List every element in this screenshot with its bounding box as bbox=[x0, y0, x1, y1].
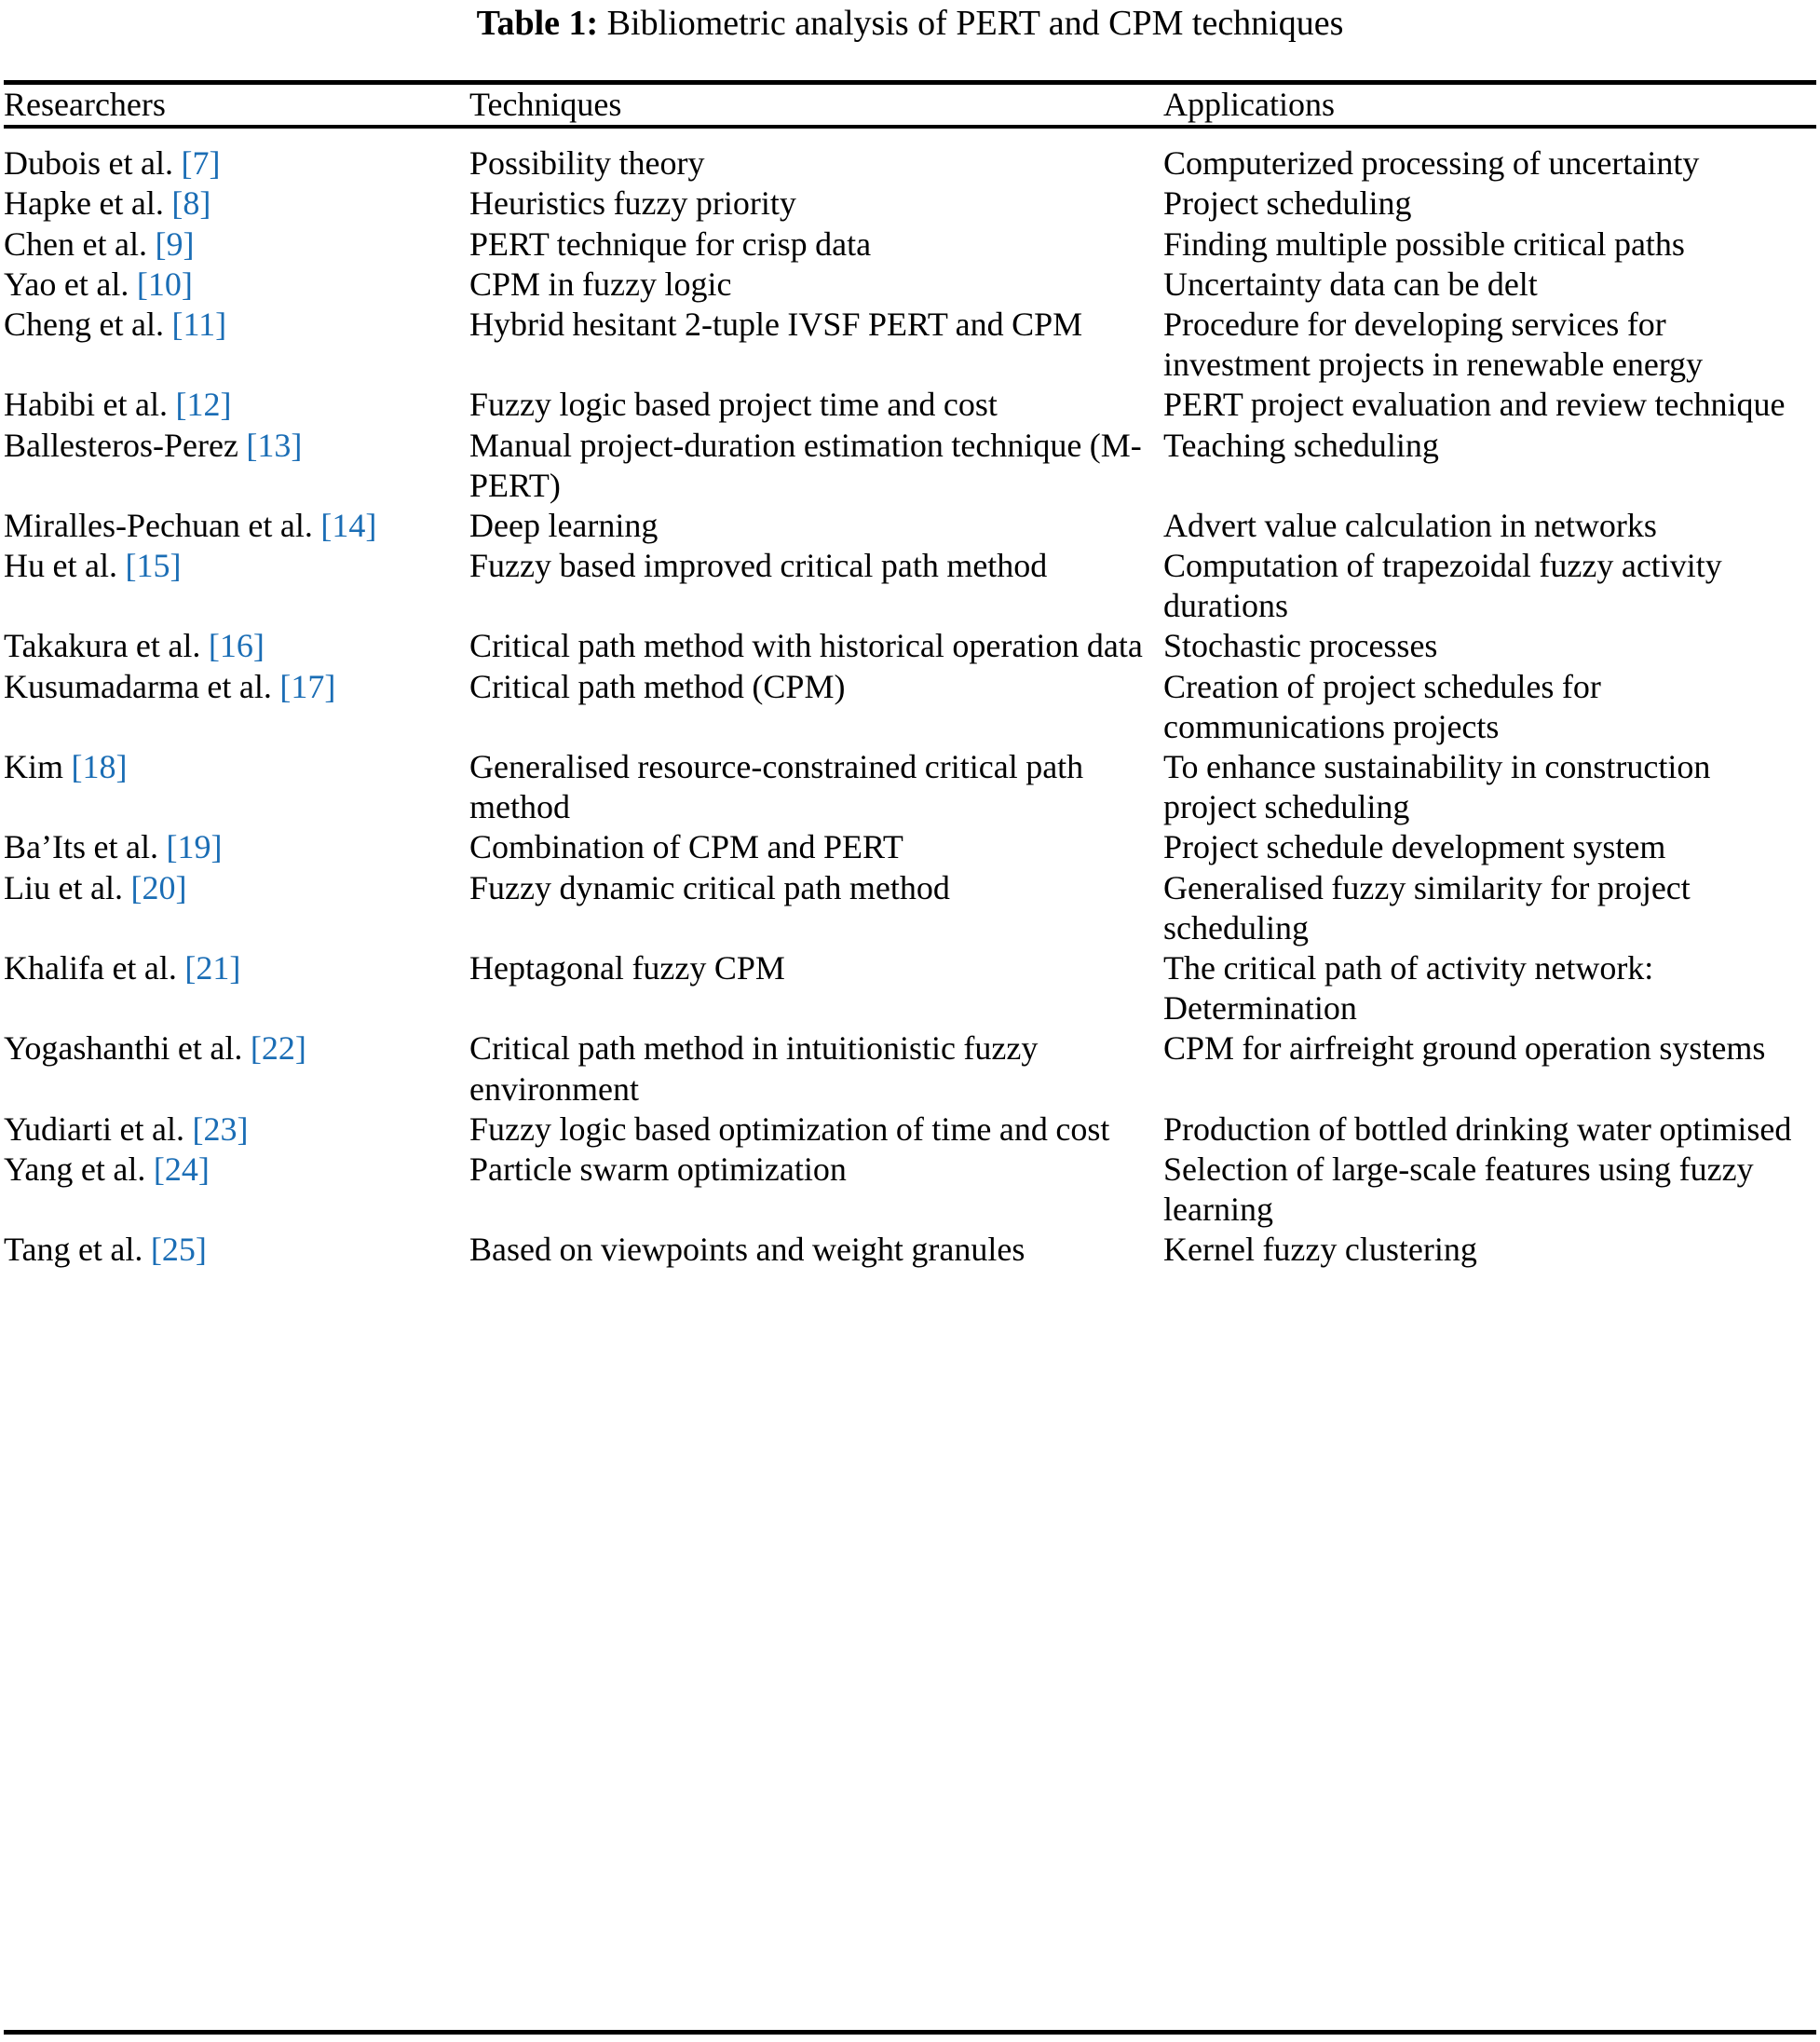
cell-applications: Computation of trapezoidal fuzzy activity durations bbox=[1163, 547, 1722, 625]
researcher-name: Liu et al. bbox=[4, 868, 123, 906]
bibliometric-table bbox=[4, 85, 1816, 125]
researcher-name: Takakura et al. bbox=[4, 627, 201, 665]
reference-link[interactable]: [25] bbox=[150, 1231, 207, 1269]
cell-applications: Teaching scheduling bbox=[1163, 426, 1439, 464]
cell-applications: Project scheduling bbox=[1163, 184, 1412, 223]
reference-link[interactable]: [20] bbox=[130, 868, 187, 906]
table-row bbox=[4, 129, 1816, 184]
reference-link[interactable]: [10] bbox=[136, 265, 193, 303]
reference-link[interactable]: [17] bbox=[279, 667, 336, 705]
cell-researchers bbox=[4, 1150, 469, 1230]
researcher-name: Habibi et al. bbox=[4, 386, 168, 424]
cell-applications: Procedure for developing services for investment projects in renewable energy bbox=[1163, 305, 1704, 384]
cell-researchers bbox=[4, 747, 469, 827]
cell-techniques: Combination of CPM and PERT bbox=[469, 828, 903, 866]
table-header bbox=[4, 85, 1816, 125]
bibliometric-table-body bbox=[4, 129, 1816, 1283]
cell-techniques: Heuristics fuzzy priority bbox=[469, 184, 796, 223]
table-row bbox=[4, 747, 1816, 827]
cell-researchers bbox=[4, 626, 469, 666]
table-row bbox=[4, 1109, 1816, 1150]
cell-researchers bbox=[4, 225, 469, 265]
researcher-name: Tang et al. bbox=[4, 1231, 143, 1269]
reference-link[interactable]: [22] bbox=[250, 1029, 306, 1068]
reference-link[interactable]: [19] bbox=[166, 828, 223, 866]
cell-applications: Kernel fuzzy clustering bbox=[1163, 1231, 1477, 1269]
researcher-name: Kusumadarma et al. bbox=[4, 667, 272, 705]
cell-techniques: PERT technique for crisp data bbox=[469, 225, 872, 263]
reference-link[interactable]: [12] bbox=[175, 386, 232, 424]
cell-researchers bbox=[4, 827, 469, 867]
cell-techniques: Manual project-duration estimation technique (M-PERT) bbox=[469, 426, 1142, 504]
cell-researchers bbox=[4, 1028, 469, 1109]
cell-applications: Production of bottled drinking water optimised bbox=[1163, 1109, 1792, 1148]
cell-applications: Computerized processing of uncertainty bbox=[1163, 144, 1700, 183]
table-row bbox=[4, 1230, 1816, 1283]
cell-techniques: Generalised resource-constrained critical path method bbox=[469, 748, 1084, 826]
cell-applications: Uncertainty data can be delt bbox=[1163, 265, 1538, 303]
reference-link[interactable]: [14] bbox=[320, 506, 377, 544]
reference-link[interactable]: [7] bbox=[181, 144, 221, 183]
cell-techniques: Critical path method with historical operation data bbox=[469, 627, 1143, 665]
cell-researchers bbox=[4, 868, 469, 948]
cell-techniques: Heptagonal fuzzy CPM bbox=[469, 948, 785, 987]
table-caption bbox=[4, 0, 1816, 50]
cell-techniques: Possibility theory bbox=[469, 144, 705, 183]
cell-techniques: Deep learning bbox=[469, 506, 659, 544]
researcher-name: Yudiarti et al. bbox=[4, 1109, 184, 1148]
cell-applications: The critical path of activity network: Determination bbox=[1163, 948, 1654, 1028]
table-row bbox=[4, 225, 1816, 265]
table-row bbox=[4, 305, 1816, 385]
cell-techniques: Fuzzy dynamic critical path method bbox=[469, 868, 950, 906]
table-row bbox=[4, 868, 1816, 948]
researcher-name: Hu et al. bbox=[4, 547, 117, 585]
table-row bbox=[4, 948, 1816, 1028]
cell-techniques: Hybrid hesitant 2-tuple IVSF PERT and CPM bbox=[469, 305, 1083, 343]
table-row bbox=[4, 184, 1816, 224]
table-bottom-rule bbox=[4, 2030, 1816, 2035]
cell-researchers bbox=[4, 667, 469, 747]
researcher-name: Dubois et al. bbox=[4, 144, 173, 183]
cell-applications: Selection of large-scale features using fuzzy learning bbox=[1163, 1150, 1754, 1229]
reference-link[interactable]: [11] bbox=[171, 305, 227, 343]
cell-researchers bbox=[4, 506, 469, 546]
researcher-name: Khalifa et al. bbox=[4, 948, 177, 987]
researcher-name: Chen et al. bbox=[4, 225, 147, 263]
reference-link[interactable]: [24] bbox=[153, 1150, 210, 1188]
cell-applications: Finding multiple possible critical paths bbox=[1163, 225, 1685, 263]
reference-link[interactable]: [16] bbox=[208, 627, 265, 665]
cell-researchers bbox=[4, 184, 469, 224]
researcher-name: Ballesteros-Perez bbox=[4, 426, 238, 464]
reference-link[interactable]: [8] bbox=[171, 184, 211, 223]
reference-link[interactable]: [18] bbox=[71, 748, 128, 785]
cell-applications: Project schedule development system bbox=[1163, 828, 1666, 866]
cell-researchers bbox=[4, 426, 469, 506]
cell-researchers bbox=[4, 385, 469, 425]
researcher-name: Cheng et al. bbox=[4, 305, 164, 343]
researcher-name: Yogashanthi et al. bbox=[4, 1029, 243, 1068]
table-row bbox=[4, 1028, 1816, 1109]
researcher-name: Kim bbox=[4, 748, 64, 785]
cell-researchers bbox=[4, 129, 469, 184]
researcher-name: Miralles-Pechuan et al. bbox=[4, 506, 313, 544]
cell-techniques: Critical path method in intuitionistic fuzzy environment bbox=[469, 1029, 1039, 1108]
cell-applications: PERT project evaluation and review technique bbox=[1163, 386, 1786, 424]
cell-techniques: Fuzzy logic based project time and cost bbox=[469, 386, 998, 424]
reference-link[interactable]: [9] bbox=[155, 225, 195, 263]
column-header-techniques: Techniques bbox=[469, 86, 622, 123]
table-row bbox=[4, 1150, 1816, 1230]
reference-link[interactable]: [13] bbox=[246, 426, 303, 464]
cell-applications: Advert value calculation in networks bbox=[1163, 506, 1657, 544]
column-header-applications: Applications bbox=[1163, 86, 1335, 123]
cell-techniques: Critical path method (CPM) bbox=[469, 667, 846, 705]
table-row bbox=[4, 546, 1816, 626]
reference-link[interactable]: [23] bbox=[192, 1109, 249, 1148]
reference-link[interactable]: [21] bbox=[184, 948, 241, 987]
cell-researchers bbox=[4, 546, 469, 626]
cell-techniques: Fuzzy based improved critical path method bbox=[469, 547, 1048, 585]
header-row bbox=[4, 85, 1816, 125]
table-row bbox=[4, 426, 1816, 506]
table-row bbox=[4, 667, 1816, 747]
cell-applications: Stochastic processes bbox=[1163, 627, 1438, 665]
table-body bbox=[4, 129, 1816, 1283]
cell-researchers bbox=[4, 948, 469, 1028]
table-row bbox=[4, 506, 1816, 546]
table-caption-text: Bibliometric analysis of PERT and CPM techniques bbox=[606, 4, 1344, 43]
cell-researchers bbox=[4, 1109, 469, 1150]
researcher-name: Yao et al. bbox=[4, 265, 129, 303]
researcher-name: Yang et al. bbox=[4, 1150, 146, 1188]
table-row bbox=[4, 626, 1816, 666]
reference-link[interactable]: [15] bbox=[125, 547, 182, 585]
cell-techniques: Based on viewpoints and weight granules bbox=[469, 1231, 1025, 1269]
researcher-name: Hapke et al. bbox=[4, 184, 164, 223]
table-row bbox=[4, 827, 1816, 867]
researcher-name: Ba’Its et al. bbox=[4, 828, 158, 866]
cell-researchers bbox=[4, 305, 469, 385]
cell-applications: To enhance sustainability in construction project scheduling bbox=[1163, 748, 1711, 826]
cell-researchers bbox=[4, 265, 469, 305]
cell-techniques: CPM in fuzzy logic bbox=[469, 265, 732, 303]
cell-applications: Generalised fuzzy similarity for project scheduling bbox=[1163, 868, 1691, 946]
table-row bbox=[4, 385, 1816, 425]
table-caption-label: Table 1: bbox=[476, 4, 599, 43]
cell-applications: Creation of project schedules for communications projects bbox=[1163, 667, 1601, 745]
column-header-researchers: Researchers bbox=[4, 86, 166, 123]
table-row bbox=[4, 265, 1816, 305]
cell-techniques: Particle swarm optimization bbox=[469, 1150, 847, 1188]
cell-applications: CPM for airfreight ground operation systems bbox=[1163, 1029, 1766, 1068]
cell-researchers bbox=[4, 1230, 469, 1283]
cell-techniques: Fuzzy logic based optimization of time and cost bbox=[469, 1109, 1110, 1148]
